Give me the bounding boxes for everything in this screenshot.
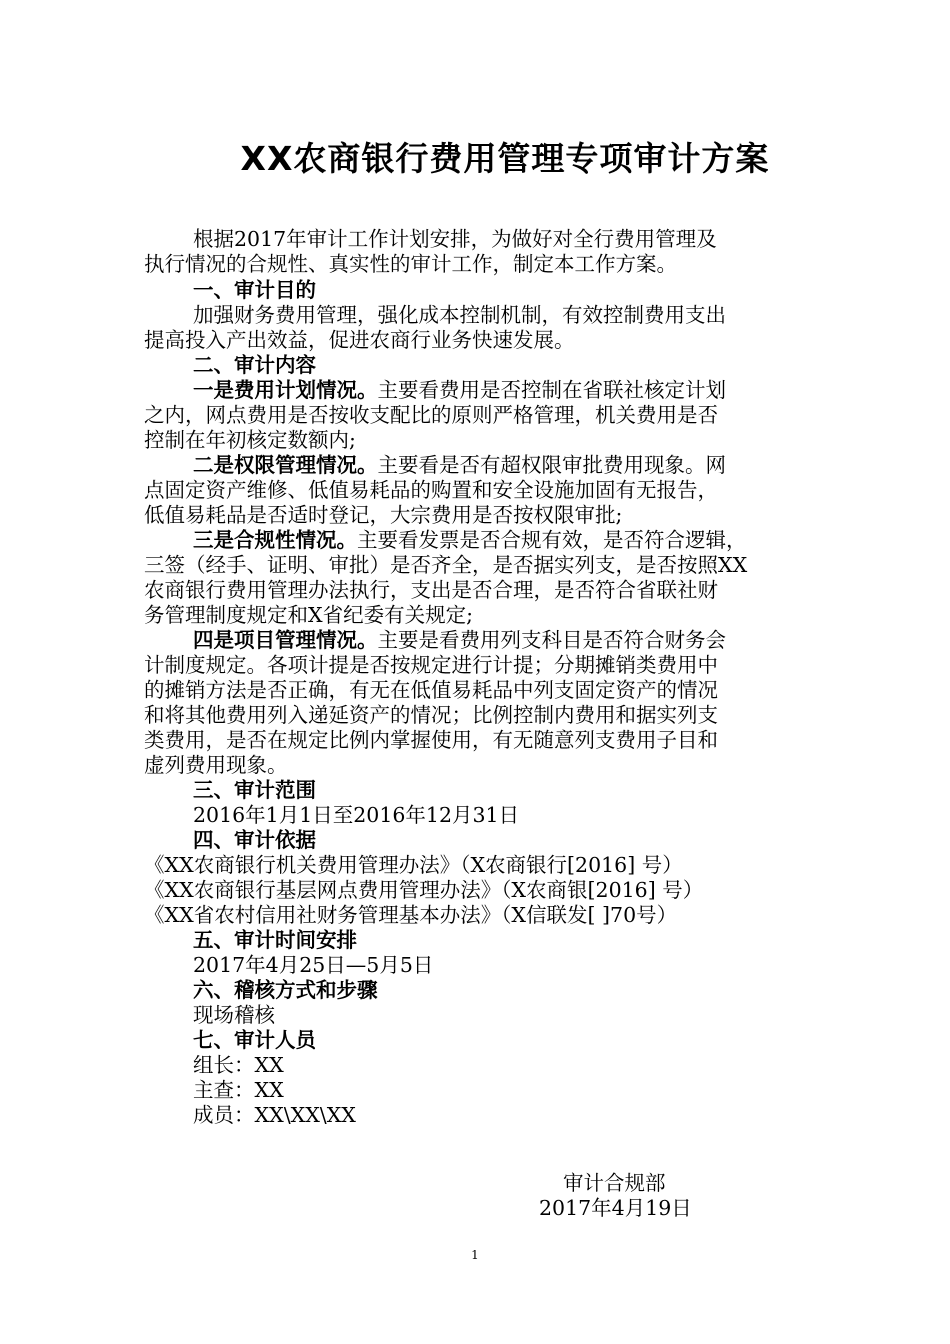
paragraph-line: 计制度规定。各项计提是否按规定进行计提；分期摊销类费用中 (144, 653, 718, 677)
paragraph-line: 务管理制度规定和X省纪委有关规定; (144, 603, 474, 627)
reference-line: 《XX农商银行基层网点费用管理办法》（X农商银[2016] 号） (144, 878, 704, 902)
section-line: 加强财务费用管理，强化成本控制机制，有效控制费用支出 (193, 303, 726, 327)
paragraph-line: 的摊销方法是否正确，有无在低值易耗品中列支固定资产的情况 (144, 678, 718, 702)
paragraph-line: 三签（经手、证明、审批）是否齐全，是否据实列支，是否按照XX (144, 553, 748, 577)
paragraph-line: 点固定资产维修、低值易耗品的购置和安全设施加固有无报告， (144, 478, 718, 502)
page-number: 1 (471, 1248, 479, 1262)
paragraph-line: 农商银行费用管理办法执行，支出是否合理，是否符合省联社财 (144, 578, 718, 602)
section-line: 2017年4月25日—5月5日 (193, 953, 434, 977)
section-line: 2016年1月1日至2016年12月31日 (193, 803, 520, 827)
signature-date: 2017年4月19日 (539, 1196, 692, 1220)
paragraph-line: 低值易耗品是否适时登记，大宗费用是否按权限审批; (144, 503, 623, 527)
reference-line: 《XX农商银行机关费用管理办法》（X农商银行[2016] 号） (144, 853, 683, 877)
personnel-line: 主查：XX (193, 1078, 284, 1102)
section-heading: 一、审计目的 (193, 278, 316, 302)
section-heading: 四、审计依据 (193, 828, 316, 852)
paragraph-first-line: 一是费用计划情况。主要看费用是否控制在省联社核定计划 (193, 378, 726, 402)
section-heading: 五、审计时间安排 (193, 928, 357, 952)
paragraph-line: 控制在年初核定数额内; (144, 428, 356, 452)
paragraph-line: 之内，网点费用是否按收支配比的原则严格管理，机关费用是否 (144, 403, 718, 427)
section-heading: 三、审计范围 (193, 778, 316, 802)
paragraph-line: 类费用，是否在规定比例内掌握使用，有无随意列支费用子目和 (144, 728, 718, 752)
paragraph-lead: 一是费用计划情况。 (193, 378, 378, 402)
paragraph-lead: 三是合规性情况。 (193, 528, 357, 552)
section-line: 现场稽核 (193, 1003, 275, 1027)
personnel-line: 成员：XX\XX\XX (193, 1103, 356, 1127)
intro-line: 根据2017年审计工作计划安排，为做好对全行费用管理及 (193, 227, 717, 251)
section-line: 提高投入产出效益，促进农商行业务快速发展。 (144, 328, 575, 352)
paragraph-first-line: 四是项目管理情况。主要是看费用列支科目是否符合财务会 (193, 628, 726, 652)
section-heading: 六、稽核方式和步骤 (193, 978, 378, 1002)
paragraph-lead: 二是权限管理情况。 (193, 453, 378, 477)
section-heading: 二、审计内容 (193, 353, 316, 377)
paragraph-line: 和将其他费用列入递延资产的情况；比例控制内费用和据实列支 (144, 703, 718, 727)
document-title: XX农商银行费用管理专项审计方案 (240, 139, 770, 178)
paragraph-first-line: 二是权限管理情况。主要看是否有超权限审批费用现象。网 (193, 453, 726, 477)
intro-line: 执行情况的合规性、真实性的审计工作，制定本工作方案。 (144, 252, 677, 276)
signature-dept: 审计合规部 (563, 1171, 666, 1195)
reference-line: 《XX省农村信用社财务管理基本办法》（X信联发[ ]70号） (144, 903, 678, 927)
paragraph-line: 虚列费用现象。 (144, 753, 288, 777)
paragraph-lead: 四是项目管理情况。 (193, 628, 378, 652)
paragraph-first-line: 三是合规性情况。主要看发票是否合规有效，是否符合逻辑， (193, 528, 747, 552)
section-heading: 七、审计人员 (193, 1028, 316, 1052)
personnel-line: 组长：XX (193, 1053, 284, 1077)
